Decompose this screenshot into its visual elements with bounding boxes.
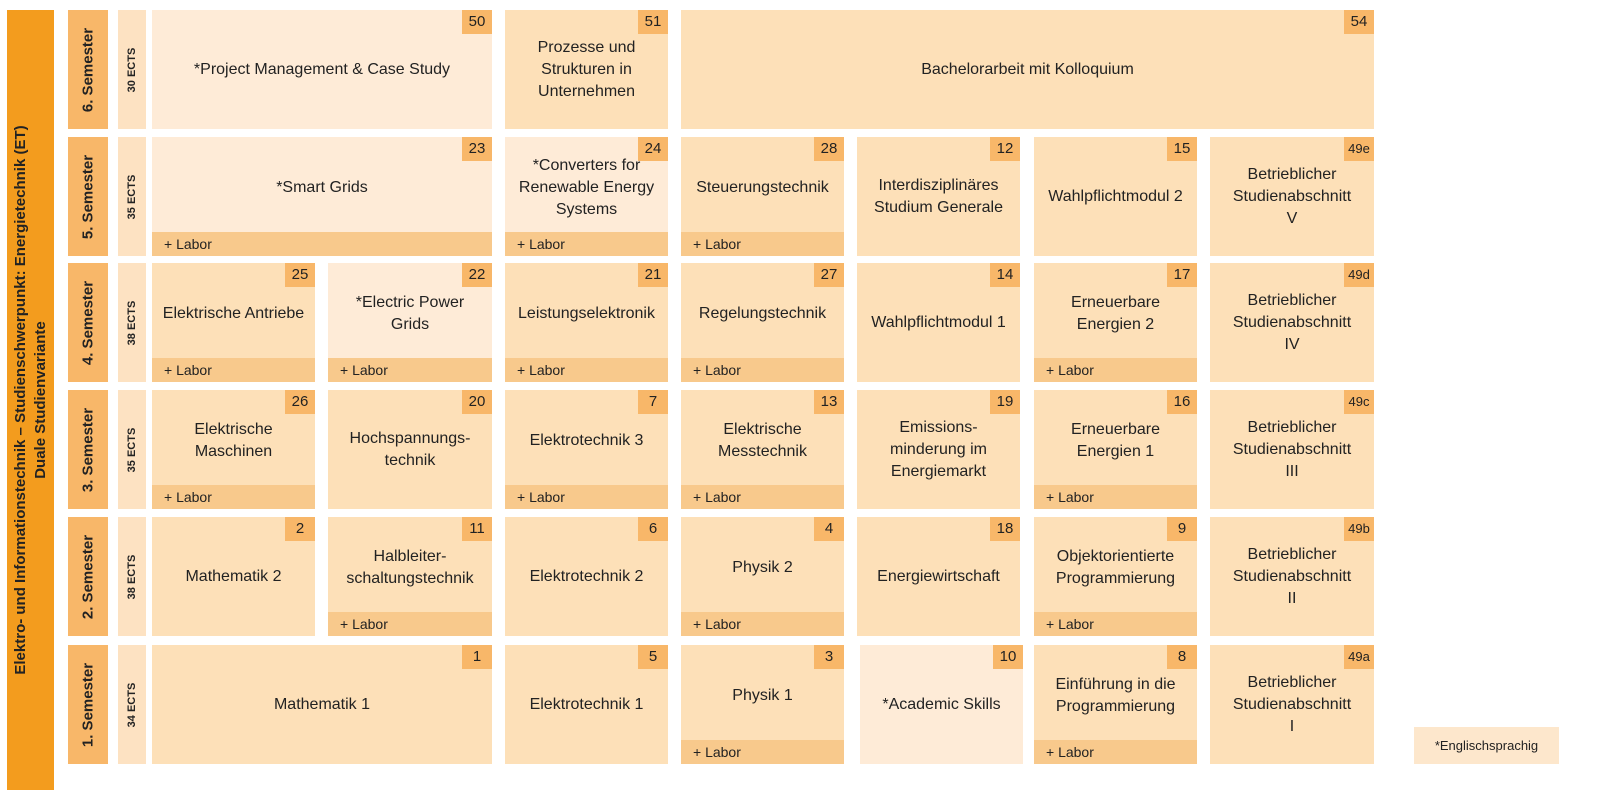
module-13[interactable]: [681, 390, 844, 509]
module-name: Erneuerbare Energien 1: [1071, 420, 1160, 460]
program-title-bar: [7, 10, 54, 790]
module-number: 51: [638, 10, 668, 34]
semester-label-text: 6. Semester: [79, 27, 97, 112]
module-7[interactable]: [505, 390, 668, 509]
module-number: 9: [1167, 517, 1197, 541]
module-name: Elektrotechnik 3: [529, 431, 644, 449]
module-number: 6: [638, 517, 668, 541]
semester-2-ects: [118, 517, 146, 636]
module-number: 8: [1167, 645, 1197, 669]
module-name: Leistungselektronik: [518, 304, 655, 322]
module-name: Erneuerbare Energien 2: [1071, 293, 1160, 333]
module-19[interactable]: [857, 390, 1020, 509]
module-name: *Project Management & Case Study: [193, 60, 451, 78]
module-number: 24: [638, 137, 668, 161]
module-12[interactable]: [857, 137, 1020, 256]
module-name: Elektrische Maschinen: [194, 420, 273, 460]
module-number: 15: [1167, 137, 1197, 161]
module-18[interactable]: [857, 517, 1020, 636]
module-5[interactable]: [505, 645, 668, 764]
module-name: Mathematik 1: [273, 695, 371, 713]
module-15[interactable]: [1034, 137, 1197, 256]
module-number: 49b: [1344, 517, 1374, 541]
module-name: Physik 1: [732, 686, 793, 704]
labor-strip: + Labor: [152, 485, 315, 509]
semester-5-label: [68, 137, 108, 256]
semester-1-label: [68, 645, 108, 764]
module-name: Elektrotechnik 1: [529, 695, 644, 713]
module-name: Emissions- minderung im Energiemarkt: [890, 418, 987, 480]
module-name: Betrieblicher Studienabschnitt IV: [1232, 291, 1352, 353]
labor-strip: + Labor: [681, 612, 844, 636]
module-number: 19: [990, 390, 1020, 414]
labor-strip: + Labor: [505, 485, 668, 509]
module-name: Elektrische Antriebe: [162, 304, 305, 322]
module-name: Betrieblicher Studienabschnitt III: [1232, 418, 1352, 480]
module-9[interactable]: [1034, 517, 1197, 636]
labor-strip: + Labor: [681, 485, 844, 509]
labor-strip: + Labor: [1034, 485, 1197, 509]
labor-strip: + Labor: [152, 232, 492, 256]
module-6[interactable]: [505, 517, 668, 636]
semester-6-ects: [118, 10, 146, 129]
module-number: 49c: [1344, 390, 1374, 414]
module-28[interactable]: [681, 137, 844, 256]
semester-label-text: 2. Semester: [79, 534, 97, 619]
module-14[interactable]: [857, 263, 1020, 382]
module-number: 22: [462, 263, 492, 287]
ects-text: 35 ECTS: [126, 174, 138, 219]
module-54[interactable]: [681, 10, 1374, 129]
module-name: Halbleiter- schaltungstechnik: [346, 547, 474, 587]
module-49b[interactable]: [1210, 517, 1374, 636]
module-26[interactable]: [152, 390, 315, 509]
legend-english-note: *Englischsprachig: [1414, 727, 1559, 764]
semester-label-text: 1. Semester: [79, 662, 97, 747]
semester-3-ects: [118, 390, 146, 509]
module-name: Physik 2: [732, 558, 793, 576]
module-23[interactable]: [152, 137, 492, 256]
module-24[interactable]: [505, 137, 668, 256]
module-name: Wahlpflichtmodul 2: [1048, 187, 1183, 205]
module-50[interactable]: [152, 10, 492, 129]
module-16[interactable]: [1034, 390, 1197, 509]
module-21[interactable]: [505, 263, 668, 382]
module-number: 2: [285, 517, 315, 541]
module-number: 18: [990, 517, 1020, 541]
labor-strip: + Labor: [681, 232, 844, 256]
module-number: 12: [990, 137, 1020, 161]
module-number: 49d: [1344, 263, 1374, 287]
module-49d[interactable]: [1210, 263, 1374, 382]
semester-6-label: [68, 10, 108, 129]
ects-text: 30 ECTS: [126, 47, 138, 92]
module-number: 54: [1344, 10, 1374, 34]
module-number: 49e: [1344, 137, 1374, 161]
module-49a[interactable]: [1210, 645, 1374, 764]
module-2[interactable]: [152, 517, 315, 636]
labor-strip: + Labor: [681, 740, 844, 764]
module-name: Regelungstechnik: [698, 304, 827, 322]
module-name: *Academic Skills: [882, 695, 1001, 713]
module-name: Hochspannungs- technik: [349, 429, 471, 469]
module-8[interactable]: [1034, 645, 1197, 764]
module-number: 20: [462, 390, 492, 414]
module-number: 11: [462, 517, 492, 541]
labor-strip: + Labor: [328, 358, 492, 382]
module-name: Betrieblicher Studienabschnitt V: [1232, 165, 1352, 227]
semester-label-text: 5. Semester: [79, 154, 97, 239]
labor-strip: + Labor: [152, 358, 315, 382]
semester-label-text: 4. Semester: [79, 280, 97, 365]
module-number: 16: [1167, 390, 1197, 414]
program-title-line1: Elektro- und Informationstechnik – Studienschwerpunkt: Energietechnik (ET): [11, 125, 29, 675]
module-name: Bachelorarbeit mit Kolloquium: [921, 60, 1134, 78]
ects-text: 38 ECTS: [126, 300, 138, 345]
module-number: 27: [814, 263, 844, 287]
module-number: 23: [462, 137, 492, 161]
module-name: *Electric Power Grids: [355, 293, 465, 333]
module-name: *Converters for Renewable Energy Systems: [518, 156, 655, 218]
labor-strip: + Labor: [1034, 612, 1197, 636]
module-51[interactable]: [505, 10, 668, 129]
module-49c[interactable]: [1210, 390, 1374, 509]
labor-strip: + Labor: [505, 358, 668, 382]
module-name: Prozesse und Strukturen in Unternehmen: [537, 38, 636, 100]
module-name: Einführung in die Programmierung: [1055, 675, 1176, 715]
program-title: [11, 125, 51, 674]
module-name: *Smart Grids: [276, 178, 368, 196]
ects-text: 35 ECTS: [126, 427, 138, 472]
module-name: Mathematik 2: [185, 567, 282, 585]
module-name: Wahlpflichtmodul 1: [871, 313, 1006, 331]
semester-1-ects: [118, 645, 146, 764]
module-number: 10: [993, 645, 1023, 669]
module-number: 1: [462, 645, 492, 669]
labor-strip: + Labor: [681, 358, 844, 382]
module-number: 4: [814, 517, 844, 541]
module-number: 26: [285, 390, 315, 414]
semester-2-label: [68, 517, 108, 636]
module-name: Objektorientierte Programmierung: [1055, 547, 1176, 587]
labor-strip: + Labor: [1034, 358, 1197, 382]
module-11[interactable]: [328, 517, 492, 636]
module-number: 5: [638, 645, 668, 669]
module-4[interactable]: [681, 517, 844, 636]
module-17[interactable]: [1034, 263, 1197, 382]
module-name: Betrieblicher Studienabschnitt I: [1232, 673, 1352, 735]
module-27[interactable]: [681, 263, 844, 382]
semester-5-ects: [118, 137, 146, 256]
semester-4-ects: [118, 263, 146, 382]
labor-strip: + Labor: [1034, 740, 1197, 764]
module-number: 13: [814, 390, 844, 414]
module-22[interactable]: [328, 263, 492, 382]
module-number: 25: [285, 263, 315, 287]
module-name: Steuerungstechnik: [696, 178, 829, 196]
module-3[interactable]: [681, 645, 844, 764]
module-name: Elektrische Messtechnik: [718, 420, 807, 460]
module-number: 50: [462, 10, 492, 34]
module-number: 7: [638, 390, 668, 414]
labor-strip: + Labor: [328, 612, 492, 636]
ects-text: 34 ECTS: [126, 682, 138, 727]
module-name: Energiewirtschaft: [877, 567, 1000, 585]
module-49e[interactable]: [1210, 137, 1374, 256]
semester-3-label: [68, 390, 108, 509]
module-25[interactable]: [152, 263, 315, 382]
ects-text: 38 ECTS: [126, 554, 138, 599]
labor-strip: + Labor: [505, 232, 668, 256]
semester-label-text: 3. Semester: [79, 407, 97, 492]
module-number: 17: [1167, 263, 1197, 287]
semester-4-label: [68, 263, 108, 382]
module-20[interactable]: [328, 390, 492, 509]
module-number: 49a: [1344, 645, 1374, 669]
module-number: 21: [638, 263, 668, 287]
module-number: 3: [814, 645, 844, 669]
module-name: Betrieblicher Studienabschnitt II: [1232, 545, 1352, 607]
module-1[interactable]: [152, 645, 492, 764]
module-number: 28: [814, 137, 844, 161]
module-number: 14: [990, 263, 1020, 287]
program-title-line2: Duale Studienvariante: [31, 321, 49, 479]
module-name: Interdisziplinäres Studium Generale: [874, 176, 1003, 216]
module-10[interactable]: [860, 645, 1023, 764]
module-name: Elektrotechnik 2: [529, 567, 644, 585]
